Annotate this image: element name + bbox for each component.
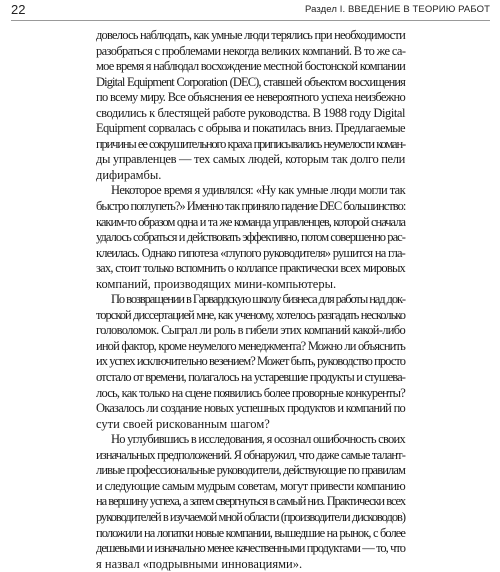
text-line: ды управленцев — тех самых людей, которым так долго пели [96,152,405,167]
text-line: лось, как только на сцене появились более проворные конкуренты? [96,385,405,400]
text-line: и следующие самым мудрым советам, могут привести компанию [96,478,405,493]
paragraph [96,432,405,572]
section-prefix: Раздел I. [305,4,346,15]
text-line: Оказалось ли создание новых успешных продуктов и компаний по [96,401,405,416]
running-header [11,2,490,20]
text-line: клеилась. Однако гипотеза «глупого руководителя» рушится на гла- [96,245,405,260]
text-line: удалось собраться и действовать эффективно, потом совершенно рас- [96,230,405,245]
text-line: отстало от времени, полагалось на устаревшие продукты и стушева- [96,370,405,385]
text-line: сути своей рискованным шагом? [96,416,270,431]
header-rule [11,20,490,21]
text-line: Но углубившись в исследования, я осознал ошибочность своих [111,432,405,447]
text-line: причины ее сокрушительного краха приписывались неумелости коман- [96,136,405,151]
section-name: ВВЕДЕНИЕ В ТЕОРИЮ РАБОТ [347,4,490,15]
text-line: их успех исключительно везением? Может быть, руководство просто [96,354,405,369]
text-line: руководителей в изучаемой мной области (производители дисководов) [96,509,405,524]
section-title [305,3,490,17]
paragraph [96,28,405,183]
text-line: компаний, производящих мини-компьютеры. [96,276,337,291]
text-line: по всему миру. Все объяснения ее невероятного успеха неизбежно [96,90,405,105]
text-line: быстро поглупеть?» Именно так приняло падение DEC большинство: [96,199,406,214]
text-line: головоломок. Сыграл ли роль в гибели этих компаний какой-либо [96,323,405,338]
text-line: каким-то образом одна и та же команда управленцев, которой сначала [96,214,405,229]
text-line: торской диссертацией мне, как ученому, хотелось разгадать несколько [96,307,405,322]
body-text [96,28,405,572]
text-line: разобраться с проблемами некогда великих компаний. В то же са- [96,43,406,58]
text-line: дифирамбы. [96,167,162,182]
text-line: мое время я наблюдал восхождение местной бостонской компании [96,59,405,74]
page-number: 22 [11,2,26,17]
text-line: я назвал «подрывными инновациями». [96,556,303,571]
text-line: иной фактор, кроме неумелого менеджмента? Можно ли объяснить [96,338,405,353]
text-line: сводились к блестящей работе руководства. В 1988 году Digital [96,105,405,120]
text-line: довелось наблюдать, как умные люди терялись при необходимости [96,28,405,42]
paragraph [96,292,405,432]
text-line: ливые профессиональные руководители, действующие по правилам [96,463,405,478]
text-line: Digital Equipment Corporation (DEC), ставшей объектом восхищения [96,74,405,89]
text-line: Equipment сорвалась с обрыва и покатилась вниз. Предлагаемые [96,121,405,136]
text-line: Некоторое время я удивлялся: «Ну как умные люди могли так [111,183,405,198]
text-line: По возвращении в Гарвардскую школу бизнеса для работы над док- [111,292,405,307]
text-line: зах, стоит только вспомнить о коллапсе практически всех мировых [96,261,405,276]
text-line: положили на лопатки новые компании, вышедшие на рынок, с более [96,525,405,540]
text-line: изначальных предположений. Я обнаружил, что даже самые талант- [96,447,405,462]
text-line: дешевыми и изначально менее качественными продуктами — то, что [96,541,405,556]
text-line: на вершину успеха, а затем свергнуться в самый низ. Практически всех [96,494,405,509]
paragraph [96,183,405,292]
